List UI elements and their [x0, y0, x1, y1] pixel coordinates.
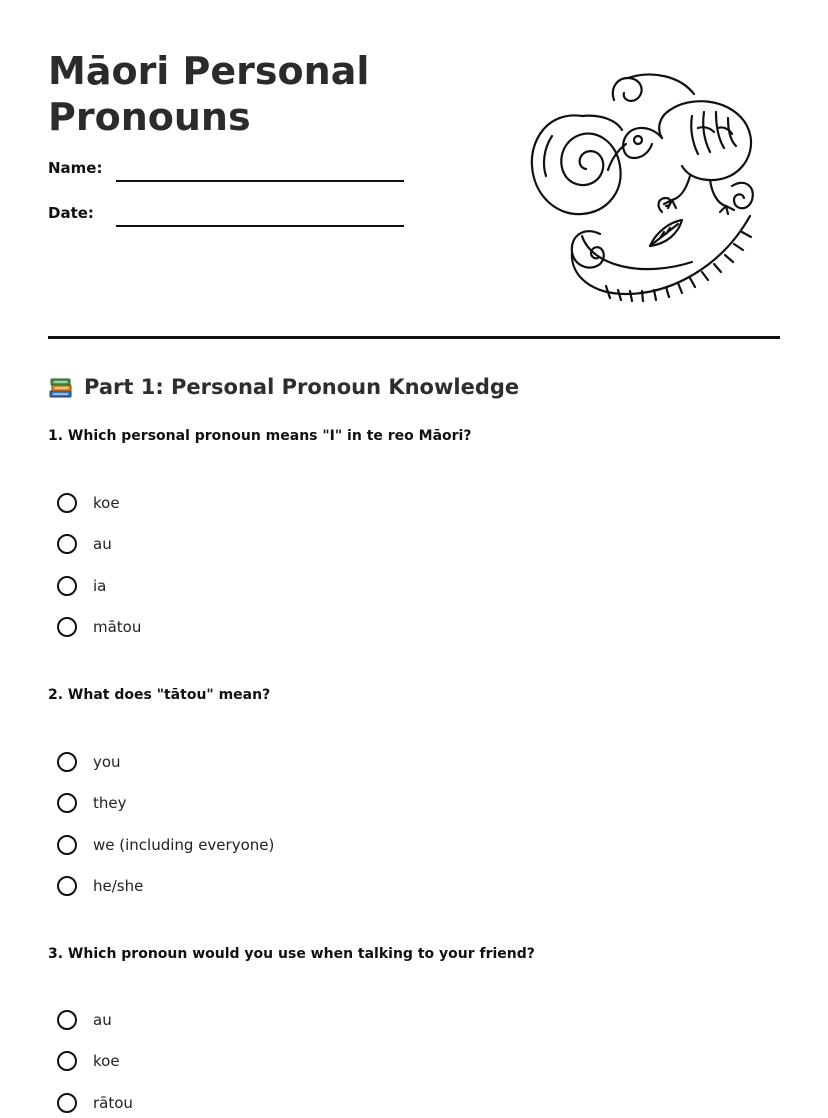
q2-option-3[interactable]	[57, 832, 274, 858]
radio-button[interactable]	[57, 835, 77, 855]
q1-option-3[interactable]	[57, 573, 106, 599]
title-line-1: Māori Personal	[48, 49, 370, 93]
option-label: we (including everyone)	[93, 836, 275, 854]
radio-button[interactable]	[57, 617, 77, 637]
option-label: they	[93, 794, 127, 812]
radio-button[interactable]	[57, 752, 77, 772]
q3-option-1[interactable]	[57, 1007, 112, 1033]
radio-button[interactable]	[57, 1093, 77, 1113]
radio-button[interactable]	[57, 534, 77, 554]
q2-option-1[interactable]	[57, 749, 121, 775]
radio-button[interactable]	[57, 876, 77, 896]
q2-option-4[interactable]	[57, 873, 143, 899]
q3-option-2[interactable]	[57, 1048, 120, 1074]
q1-option-4[interactable]	[57, 614, 141, 640]
section-heading	[48, 374, 519, 400]
option-label: you	[93, 753, 121, 771]
date-input-line[interactable]	[116, 225, 404, 227]
option-label: he/she	[93, 877, 144, 895]
radio-button[interactable]	[57, 493, 77, 513]
option-label: ia	[93, 577, 107, 595]
option-label: koe	[93, 1052, 120, 1070]
name-label: Name:	[48, 159, 103, 177]
title-line-2: Pronouns	[48, 95, 251, 139]
radio-button[interactable]	[57, 793, 77, 813]
q2-option-2[interactable]	[57, 790, 127, 816]
option-label: rātou	[93, 1094, 133, 1112]
date-label: Date:	[48, 204, 94, 222]
radio-button[interactable]	[57, 1051, 77, 1071]
q3-option-3[interactable]	[57, 1090, 133, 1116]
question-3: 3. Which pronoun would you use when talking to your friend?	[48, 946, 535, 962]
radio-button[interactable]	[57, 576, 77, 596]
option-label: koe	[93, 494, 120, 512]
option-label: au	[93, 1011, 112, 1029]
question-2: 2. What does "tātou" mean?	[48, 687, 271, 703]
books-icon	[48, 374, 74, 400]
option-label: au	[93, 535, 112, 553]
name-input-line[interactable]	[116, 180, 404, 182]
kiwi-bird-koru-illustration	[522, 66, 762, 302]
page-title	[48, 48, 408, 140]
q1-option-1[interactable]	[57, 490, 120, 516]
section-divider	[48, 336, 780, 339]
section-heading-text: Part 1: Personal Pronoun Knowledge	[84, 375, 520, 399]
question-1: 1. Which personal pronoun means "I" in te reo Māori?	[48, 428, 472, 444]
option-label: mātou	[93, 618, 142, 636]
q1-option-2[interactable]	[57, 531, 112, 557]
radio-button[interactable]	[57, 1010, 77, 1030]
